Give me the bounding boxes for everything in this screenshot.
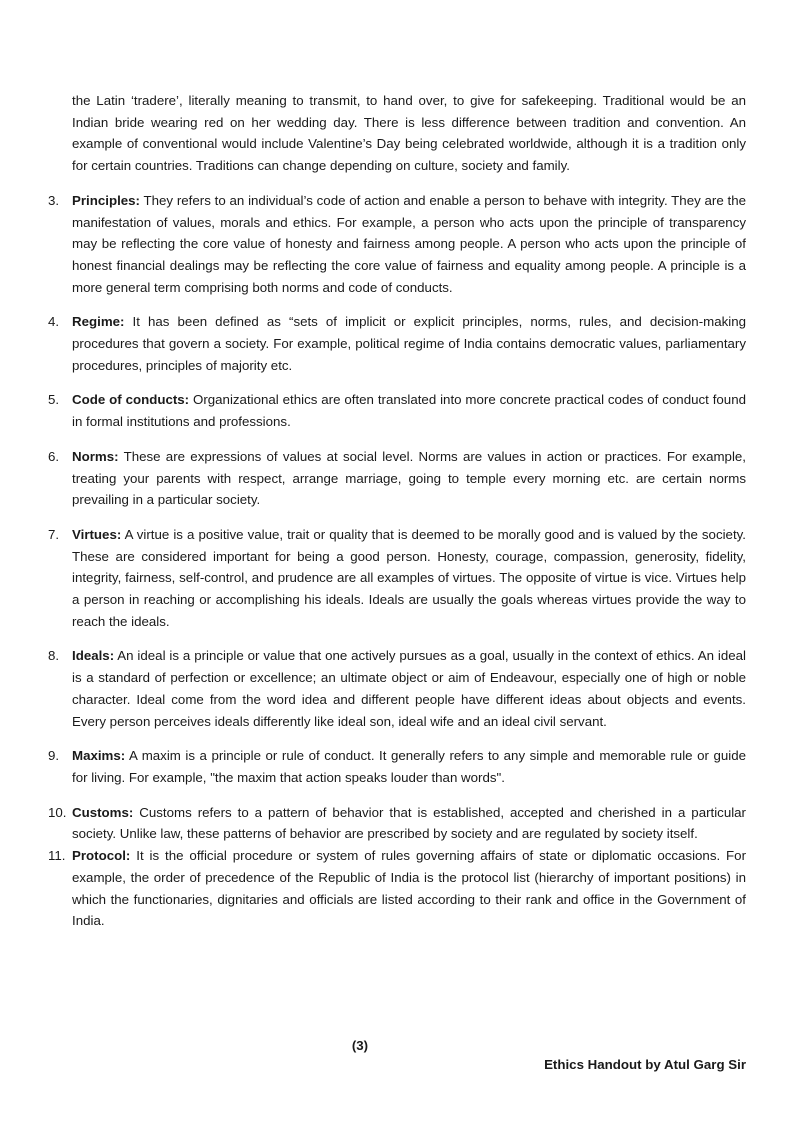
term-label: Protocol:: [72, 848, 131, 864]
term-definition: An ideal is a principle or value that one actively pursues as a goal, usually in the context of ethics. An ideal is a standard of perfection or excellence; an ultimate object or aim of Endeavour, especially one of high or noble character. Ideal come from the word idea and different people have different ideas about objects and events. Every person perceives ideals differently like ideal son, ideal wife and an ideal civil servant.: [72, 648, 746, 729]
term-label: Customs:: [72, 804, 134, 820]
list-item-regime: [48, 311, 746, 376]
list-number: 3.: [48, 192, 60, 208]
page-number: (3): [351, 1038, 369, 1053]
term-label: Principles:: [72, 192, 140, 208]
list-number: 10.: [48, 804, 67, 820]
list-item-norms: [48, 446, 746, 511]
document-body: [48, 90, 746, 932]
term-label: Norms:: [72, 448, 119, 464]
list-number: 5.: [48, 392, 60, 408]
intro-paragraph: the Latin ‘tradere’, literally meaning to transmit, to hand over, to give for safekeeping. Traditional would be an Indian bride wearing red on her wedding day. There is less difference between tradition and convention. An example of conventional would include Valentine’s Day being celebrated worldwide, although it is a tradition only for certain countries. Traditions can change depending on culture, society and family.: [72, 93, 746, 174]
term-label: Ideals:: [72, 648, 115, 664]
list-item-protocol: [48, 845, 746, 932]
footer-credit: Ethics Handout by Atul Garg Sir: [544, 1057, 746, 1072]
list-number: 4.: [48, 314, 60, 330]
list-item-customs: [48, 802, 746, 845]
list-item-maxims: [48, 745, 746, 788]
term-label: Maxims:: [72, 748, 126, 764]
term-definition: A maxim is a principle or rule of conduct. It generally refers to any simple and memorable rule or guide for living. For example, "the maxim that action speaks louder than words".: [72, 748, 746, 785]
term-definition: Customs refers to a pattern of behavior that is established, accepted and cherished in a particular society. Unlike law, these patterns of behavior are prescribed by society and are regulated by society itself.: [72, 804, 746, 842]
list-number: 9.: [48, 748, 60, 764]
term-label: Virtues:: [72, 526, 122, 542]
list-number: 8.: [48, 648, 60, 664]
term-definition: A virtue is a positive value, trait or quality that is deemed to be morally good and is valued by the society. These are considered important for being a good person. Honesty, courage, compassion, generosity, fidelity, integrity, fairness, self-control, and prudence are all examples of virtues. The opposite of virtue is vice. Virtues help a person in reaching or accomplishing his ideals. Ideals are usually the goals whereas virtues provide the way to reach the ideals.: [72, 526, 746, 629]
term-definition: They refers to an individual’s code of action and enable a person to behave with integrity. They are the manifestation of values, morals and ethics. For example, a person who acts upon the principle of transparency may be reflecting the core value of honesty and fairness among people. A person who acts upon the principle of honest financial dealings may be reflecting the core value of fairness and equality among people. A principle is a more general term comprising both norms and code of conducts.: [72, 192, 746, 295]
list-item-principles: [48, 190, 746, 299]
list-number: 7.: [48, 526, 60, 542]
term-label: Regime:: [72, 314, 125, 330]
term-definition: Organizational ethics are often translated into more concrete practical codes of conduct found in formal institutions and professions.: [72, 392, 746, 430]
list-item-virtues: [48, 524, 746, 633]
list-item-ideals: [48, 645, 746, 732]
list-number: 6.: [48, 448, 60, 464]
term-definition: It is the official procedure or system of rules governing affairs of state or diplomatic occasions. For example, the order of precedence of the Republic of India is the protocol list (hierarchy of important positions) in which the functionaries, dignitaries and officials are listed according to their rank and office in the Government of India.: [72, 848, 746, 929]
term-definition: It has been defined as “sets of implicit or explicit principles, norms, rules, and decision-making procedures that govern a society. For example, political regime of India contains democratic values, parliamentary procedures, principles of majority etc.: [72, 314, 746, 373]
term-definition: These are expressions of values at social level. Norms are values in action or practices. For example, treating your parents with respect, arrange marriage, going to temple every morning etc. are certain norms prevailing in a particular society.: [72, 448, 746, 508]
list-item-code-of-conducts: [48, 389, 746, 432]
list-number: 11.: [48, 848, 66, 864]
term-label: Code of conducts:: [72, 392, 190, 408]
